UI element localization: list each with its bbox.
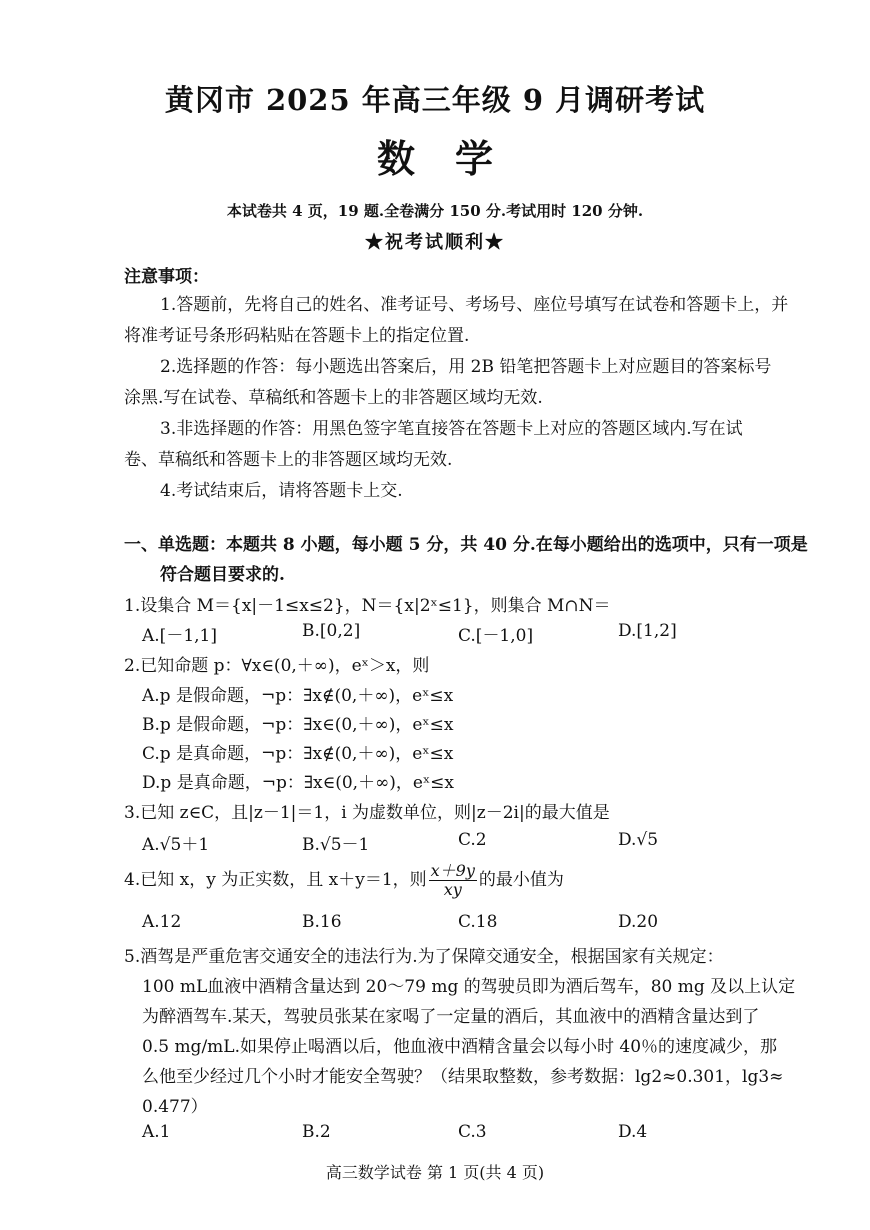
notice-line: 2.选择题的作答：每小题选出答案后，用 2B 铅笔把答题卡上对应题目的答案标号 [160, 357, 772, 377]
q1-option-d: D.[1,2] [618, 621, 677, 641]
notice-line: 将准考证号条形码粘贴在答题卡上的指定位置. [124, 326, 470, 346]
q3-option-c: C.2 [458, 830, 487, 850]
q2-option-c: C.p 是真命题，¬p：∃x∉(0,＋∞)，eˣ≤x [142, 744, 454, 764]
question-5-line: 为醉酒驾车.某天，驾驶员张某在家喝了一定量的酒后，其血液中的酒精含量达到了 [142, 1007, 760, 1027]
q4-fraction-denominator: xy [443, 880, 462, 899]
question-5-line: 0.5 mg/mL.如果停止喝酒以后，他血液中酒精含量会以每小时 40％的速度减少，那 [142, 1037, 778, 1057]
q4-stem-tail: 的最小值为 [478, 870, 564, 890]
q2-option-a: A.p 是假命题，¬p：∃x∉(0,＋∞)，eˣ≤x [142, 686, 454, 706]
q3-option-b: B.√5－1 [302, 835, 370, 855]
section-heading: 一、单选题：本题共 8 小题，每小题 5 分，共 40 分.在每小题给出的选项中，只有一项是 [124, 535, 808, 555]
question-5-line: 5.酒驾是严重危害交通安全的违法行为.为了保障交通安全，根据国家有关规定： [124, 947, 724, 967]
section-heading-cont: 符合题目要求的. [160, 565, 285, 585]
question-5-line: 0.477） [142, 1097, 208, 1117]
q5-option-a: A.1 [142, 1122, 171, 1142]
q5-option-b: B.2 [302, 1122, 331, 1142]
question-4-stem [124, 862, 564, 899]
question-1-stem: 1.设集合 M＝{x|－1≤x≤2}，N＝{x|2ˣ≤1}，则集合 M∩N＝ [124, 596, 611, 616]
question-5-line: 么他至少经过几个小时才能安全驾驶？（结果取整数，参考数据：lg2≈0.301，lg3≈ [142, 1067, 784, 1087]
q4-option-b: B.16 [302, 912, 342, 932]
exam-meta: 本试卷共 4 页，19 题.全卷满分 150 分.考试用时 120 分钟. [226, 202, 644, 220]
q4-option-d: D.20 [618, 912, 659, 932]
notice-line: 4.考试结束后，请将答题卡上交. [160, 481, 403, 501]
question-3-stem: 3.已知 z∈C，且|z－1|＝1，i 为虚数单位，则|z－2i|的最大值是 [124, 803, 610, 823]
notice-heading: 注意事项： [124, 267, 209, 287]
q4-fraction-numerator: x＋9y [430, 861, 475, 880]
notice-line: 1.答题前，先将自己的姓名、准考证号、考场号、座位号填写在试卷和答题卡上，并 [160, 295, 789, 315]
q3-option-d: D.√5 [618, 830, 659, 850]
q3-option-a: A.√5＋1 [142, 835, 210, 855]
page-footer: 高三数学试卷 第 1 页(共 4 页) [325, 1163, 545, 1182]
q5-option-c: C.3 [458, 1122, 487, 1142]
notice-line: 涂黑.写在试卷、草稿纸和答题卡上的非答题区域均无效. [124, 388, 543, 408]
q1-option-c: C.[－1,0] [458, 626, 534, 646]
good-luck-banner: ★祝考试顺利★ [365, 232, 505, 253]
q2-option-d: D.p 是真命题，¬p：∃x∈(0,＋∞)，eˣ≤x [142, 773, 454, 793]
q2-option-b: B.p 是假命题，¬p：∃x∈(0,＋∞)，eˣ≤x [142, 715, 454, 735]
q1-option-b: B.[0,2] [302, 621, 361, 641]
q4-stem-text: 4.已知 x，y 为正实数，且 x＋y＝1，则 [124, 870, 427, 890]
q1-option-a: A.[－1,1] [142, 626, 217, 646]
q4-fraction [429, 862, 477, 899]
exam-subject: 数学 [376, 136, 533, 181]
notice-line: 卷、草稿纸和答题卡上的非答题区域均无效. [124, 450, 453, 470]
exam-title: 黄冈市 2025 年高三年级 9 月调研考试 [164, 83, 706, 117]
q4-option-c: C.18 [458, 912, 498, 932]
notice-line: 3.非选择题的作答：用黑色签字笔直接答在答题卡上对应的答题区域内.写在试 [160, 419, 743, 439]
question-2-stem: 2.已知命题 p：∀x∈(0,＋∞)，eˣ＞x，则 [124, 656, 430, 676]
q5-option-d: D.4 [618, 1122, 648, 1142]
question-5-line: 100 mL血液中酒精含量达到 20～79 mg 的驾驶员即为酒后驾车，80 mg 及以上认定 [142, 977, 796, 997]
q4-option-a: A.12 [142, 912, 182, 932]
